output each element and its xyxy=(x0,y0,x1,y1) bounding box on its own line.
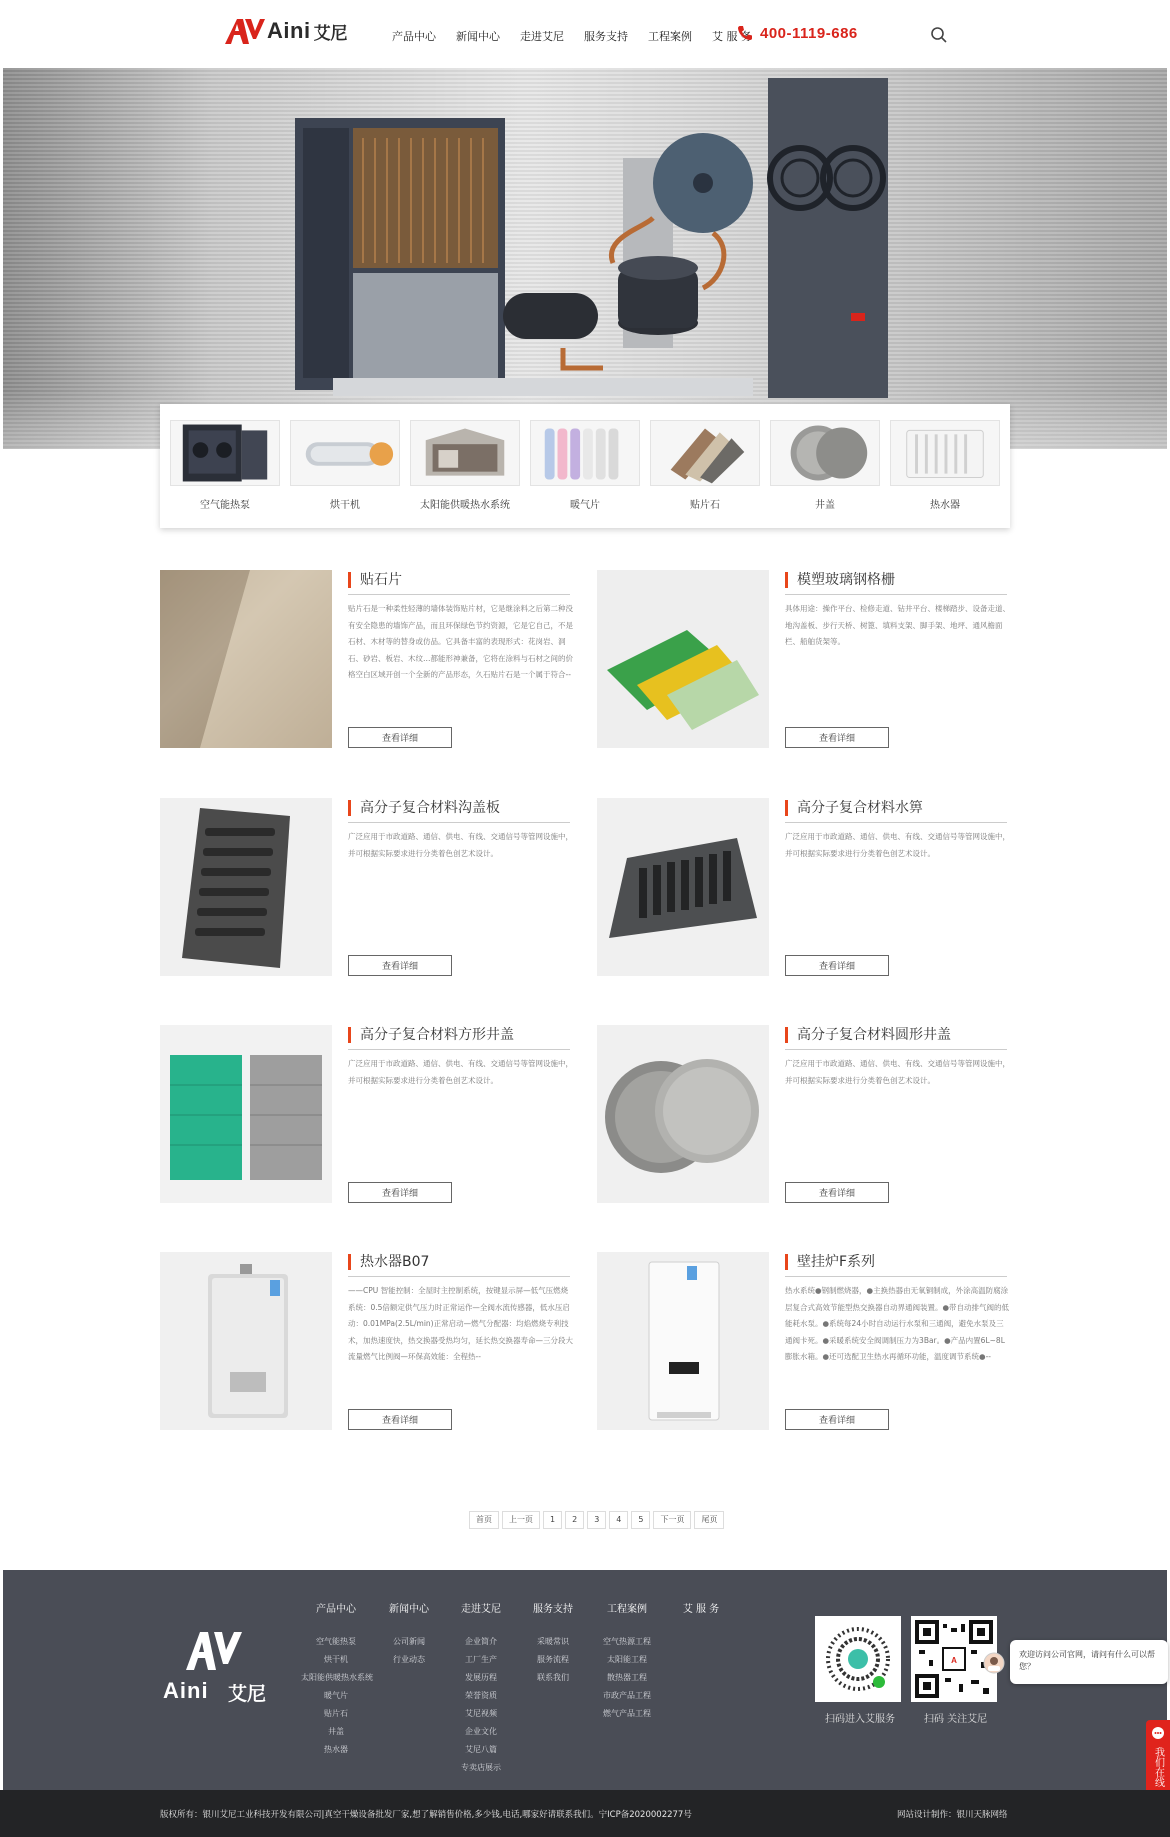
page-first[interactable]: 首页 xyxy=(469,1511,499,1529)
product-card xyxy=(597,798,1025,976)
phone-icon xyxy=(736,24,754,42)
footer-link[interactable]: 艾尼八篇 xyxy=(465,1745,497,1754)
footer-link[interactable]: 艾尼视频 xyxy=(465,1709,497,1718)
product-card xyxy=(160,570,588,748)
category-item[interactable] xyxy=(890,420,1000,528)
product-image[interactable] xyxy=(160,798,332,976)
footer-link[interactable]: 暖气片 xyxy=(324,1691,348,1700)
footer-link[interactable]: 散热器工程 xyxy=(607,1673,647,1682)
nav-item-service[interactable]: 艾 服 务 xyxy=(712,30,752,43)
category-label: 热水器 xyxy=(930,500,960,511)
footer-link[interactable]: 空气热源工程 xyxy=(603,1637,651,1646)
qr-label: 扫码 关注艾尼 xyxy=(924,1714,988,1725)
category-label: 太阳能供暖热水系统 xyxy=(420,500,510,511)
product-image[interactable] xyxy=(597,798,769,976)
qr-code-icon xyxy=(819,1620,897,1698)
product-description: 具体用途：操作平台、检修走道、钻井平台、楼梯踏步、设备走道、地沟盖板、步行天桥、树篦、填料支架、脚手架、地坪、通风檐面栏、船舶货架等。 xyxy=(785,604,1010,646)
footer-col-title[interactable]: 走进艾尼 xyxy=(461,1604,501,1615)
category-thumb xyxy=(650,420,760,486)
category-label: 空气能热泵 xyxy=(200,500,250,511)
product-card xyxy=(597,1252,1025,1430)
search-icon[interactable] xyxy=(930,26,948,44)
footer-link[interactable]: 空气能热泵 xyxy=(316,1637,356,1646)
site-footer xyxy=(3,1570,1167,1790)
product-title[interactable]: 高分子复合材料水箅 xyxy=(785,800,923,816)
category-thumb xyxy=(530,420,640,486)
page-last[interactable]: 尾页 xyxy=(694,1511,724,1529)
pagination xyxy=(469,1511,724,1529)
product-description: 贴片石是一种柔性轻薄的墙体装饰贴片材，它是继涂料之后第二种没有安全隐患的墙饰产品，而且环保绿色节约资源，它是它自己，不是石材、木材等的替身或仿品。它具备丰富的表现形式：花岗岩、洞石、砂岩、板岩、木纹…都能形神兼备，它将在涂料与石材之间的价格空白区域开创一个全新的产品形态，久石贴片石是一个属于符合-- xyxy=(348,604,573,679)
product-title[interactable]: 壁挂炉F系列 xyxy=(785,1254,875,1270)
category-item[interactable] xyxy=(410,420,520,528)
category-item[interactable] xyxy=(290,420,400,528)
site-logo[interactable] xyxy=(223,16,348,46)
product-description: 广泛应用于市政道路、通信、供电、有线、交通信号等管网设施中，并可根据实际要求进行分类着色创艺术设计。 xyxy=(348,832,573,858)
page-number[interactable]: 3 xyxy=(587,1511,606,1529)
product-image[interactable] xyxy=(597,1252,769,1430)
product-title[interactable]: 高分子复合材料方形井盖 xyxy=(348,1027,514,1043)
footer-link[interactable]: 行业动态 xyxy=(393,1655,425,1664)
footer-logo-cn: 艾尼 xyxy=(228,1683,267,1705)
nav-item-support[interactable]: 服务支持 xyxy=(584,30,628,43)
category-thumb xyxy=(170,420,280,486)
category-label: 暖气片 xyxy=(570,500,600,511)
category-thumb xyxy=(410,420,520,486)
view-details-button[interactable]: 查看详细 xyxy=(348,727,452,748)
qr-label: 扫码进入艾服务 xyxy=(825,1714,895,1725)
product-card xyxy=(597,1025,1025,1203)
footer-logo-text: Aini xyxy=(163,1678,209,1703)
logo-text: Aini xyxy=(267,18,311,43)
category-thumb xyxy=(290,420,400,486)
product-title[interactable]: 热水器B07 xyxy=(348,1254,429,1270)
copyright-text: 版权所有：银川艾尼工业科技开发有限公司|真空干燥设备批发厂家,想了解销售价格,多少钱,电话,哪家好请联系我们。宁ICP备2020002277号 xyxy=(160,1810,692,1820)
view-details-button[interactable]: 查看详细 xyxy=(785,955,889,976)
footer-col-cases xyxy=(595,1600,659,1723)
footer-link[interactable]: 工厂生产 xyxy=(465,1655,497,1664)
footer-col-title[interactable]: 产品中心 xyxy=(316,1604,356,1615)
product-description: 广泛应用于市政道路、通信、供电、有线、交通信号等管网设施中，并可根据实际要求进行分类着色创艺术设计。 xyxy=(785,1059,1010,1085)
footer-col-title[interactable]: 工程案例 xyxy=(607,1604,647,1615)
view-details-button[interactable]: 查看详细 xyxy=(348,1409,452,1430)
footer-link[interactable]: 市政产品工程 xyxy=(603,1691,651,1700)
nav-item-about[interactable]: 走进艾尼 xyxy=(520,30,564,43)
chat-bubble-icon xyxy=(1151,1726,1165,1740)
view-details-button[interactable]: 查看详细 xyxy=(785,1182,889,1203)
product-description: 广泛应用于市政道路、通信、供电、有线、交通信号等管网设施中，并可根据实际要求进行分类着色创艺术设计。 xyxy=(348,1059,573,1085)
product-card xyxy=(160,1252,588,1430)
product-title[interactable]: 高分子复合材料沟盖板 xyxy=(348,800,500,816)
product-description: 广泛应用于市政道路、通信、供电、有线、交通信号等管网设施中，并可根据实际要求进行分类着色创艺术设计。 xyxy=(785,832,1010,858)
site-header xyxy=(0,0,1170,68)
product-image[interactable] xyxy=(597,570,769,748)
page-number[interactable]: 2 xyxy=(565,1511,584,1529)
page-next[interactable]: 下一页 xyxy=(653,1511,691,1529)
footer-col-title[interactable]: 艾 服 务 xyxy=(682,1604,720,1615)
footer-link[interactable]: 太阳能工程 xyxy=(607,1655,647,1664)
footer-link[interactable]: 服务流程 xyxy=(537,1655,569,1664)
product-image[interactable] xyxy=(160,1025,332,1203)
view-details-button[interactable]: 查看详细 xyxy=(348,1182,452,1203)
product-image[interactable] xyxy=(160,1252,332,1430)
footer-link[interactable]: 专卖店展示 xyxy=(461,1763,501,1772)
category-item[interactable] xyxy=(530,420,640,528)
footer-link[interactable]: 采暖常识 xyxy=(537,1637,569,1646)
footer-link[interactable]: 太阳能供暖热水系统 xyxy=(301,1673,373,1682)
product-image[interactable] xyxy=(597,1025,769,1203)
online-chat-label: 我们在线 xyxy=(1152,1747,1164,1787)
page-number[interactable]: 1 xyxy=(543,1511,562,1529)
nav-item-cases[interactable]: 工程案例 xyxy=(648,30,692,43)
footer-col-support xyxy=(525,1600,581,1687)
page-prev[interactable]: 上一页 xyxy=(502,1511,540,1529)
product-title[interactable]: 高分子复合材料圆形井盖 xyxy=(785,1027,951,1043)
product-title[interactable]: 贴石片 xyxy=(348,572,402,588)
footer-link[interactable]: 贴片石 xyxy=(324,1709,348,1718)
page-number[interactable]: 5 xyxy=(631,1511,650,1529)
footer-link[interactable]: 公司新闻 xyxy=(393,1637,425,1646)
category-thumb xyxy=(890,420,1000,486)
footer-link[interactable]: 井盖 xyxy=(328,1727,344,1736)
category-strip xyxy=(160,404,1010,528)
nav-item-products[interactable]: 产品中心 xyxy=(392,30,436,43)
product-card xyxy=(597,570,1025,748)
nav-item-news[interactable]: 新闻中心 xyxy=(456,30,500,43)
footer-link[interactable]: 燃气产品工程 xyxy=(603,1709,651,1718)
view-details-button[interactable]: 查看详细 xyxy=(348,955,452,976)
product-title[interactable]: 模塑玻璃钢格栅 xyxy=(785,572,895,588)
footer-col-title[interactable]: 新闻中心 xyxy=(389,1604,429,1615)
footer-col-products xyxy=(301,1600,371,1759)
footer-link[interactable]: 联系我们 xyxy=(537,1673,569,1682)
main-nav xyxy=(392,28,772,44)
chat-popup[interactable] xyxy=(1010,1640,1168,1684)
category-thumb xyxy=(770,420,880,486)
hero-banner xyxy=(3,68,1167,449)
logo-cn-text: 艾尼 xyxy=(313,23,348,44)
heat-pump-illustration xyxy=(3,68,1167,449)
logo-mark-icon xyxy=(223,17,265,45)
footer-col-about xyxy=(453,1600,509,1777)
hotline-number: 400-1119-686 xyxy=(760,24,858,42)
view-details-button[interactable]: 查看详细 xyxy=(785,1409,889,1430)
view-details-button[interactable]: 查看详细 xyxy=(785,727,889,748)
qr-code-icon xyxy=(915,1620,993,1698)
copyright-bar xyxy=(0,1790,1170,1837)
footer-col-news xyxy=(381,1600,437,1669)
product-image[interactable] xyxy=(160,570,332,748)
qr-code-service xyxy=(815,1616,901,1702)
footer-link[interactable]: 烘干机 xyxy=(324,1655,348,1664)
footer-logo xyxy=(158,1628,288,1708)
footer-col-service xyxy=(673,1600,729,1633)
svg-text:A: A xyxy=(951,1656,957,1665)
footer-link[interactable]: 企业简介 xyxy=(465,1637,497,1646)
footer-col-title[interactable]: 服务支持 xyxy=(533,1604,573,1615)
category-item[interactable] xyxy=(770,420,880,528)
footer-link[interactable]: 企业文化 xyxy=(465,1727,497,1736)
category-label: 烘干机 xyxy=(330,500,360,511)
chat-popup-text: 欢迎访问公司官网，请问有什么可以帮您？ xyxy=(1019,1650,1155,1671)
footer-link[interactable]: 热水器 xyxy=(324,1745,348,1754)
category-label: 贴片石 xyxy=(690,500,720,511)
page-number[interactable]: 4 xyxy=(609,1511,628,1529)
category-item[interactable] xyxy=(650,420,760,528)
designer-credit[interactable]: 网站设计制作：银川天脉网络 xyxy=(897,1810,1008,1820)
footer-link[interactable]: 发展历程 xyxy=(465,1673,497,1682)
product-description: 热水系统●钢制燃烧器，●主换热器由无氧铜制成，外涂高温防腐涂层复合式高效节能型热交换器自动界通阀装置。●带自动排气阀的低能耗水泵。●系统每24小时自动运行水泵和三通阀，避免水泵及三通阀卡死。●采暖系统安全阀调制压力为3Bar。●产品内置6L~8L膨胀水箱。●还可选配卫生热水再循环功能，温度调节系统●-- xyxy=(785,1286,1010,1361)
chat-avatar-icon[interactable] xyxy=(983,1652,1005,1674)
category-label: 井盖 xyxy=(815,500,835,511)
product-card xyxy=(160,798,588,976)
hotline xyxy=(736,24,858,42)
product-description: ——CPU 智能控制：全屋时主控制系统，按键显示屏—低气压燃烧系统：0.5倍额定供气压力时正常运作—全阀水流传感器，低水压启动：0.01MPa(2.5L/min)正常启动—燃气分配器：均焰燃烧专利技术，加热速度快，热交换器受热均匀，延长热交换器寿命—三分段大流量燃气比例阀—环保高效能：全程热-- xyxy=(348,1286,573,1361)
product-card xyxy=(160,1025,588,1203)
footer-link[interactable]: 荣誉资质 xyxy=(465,1691,497,1700)
category-item[interactable] xyxy=(170,420,280,528)
